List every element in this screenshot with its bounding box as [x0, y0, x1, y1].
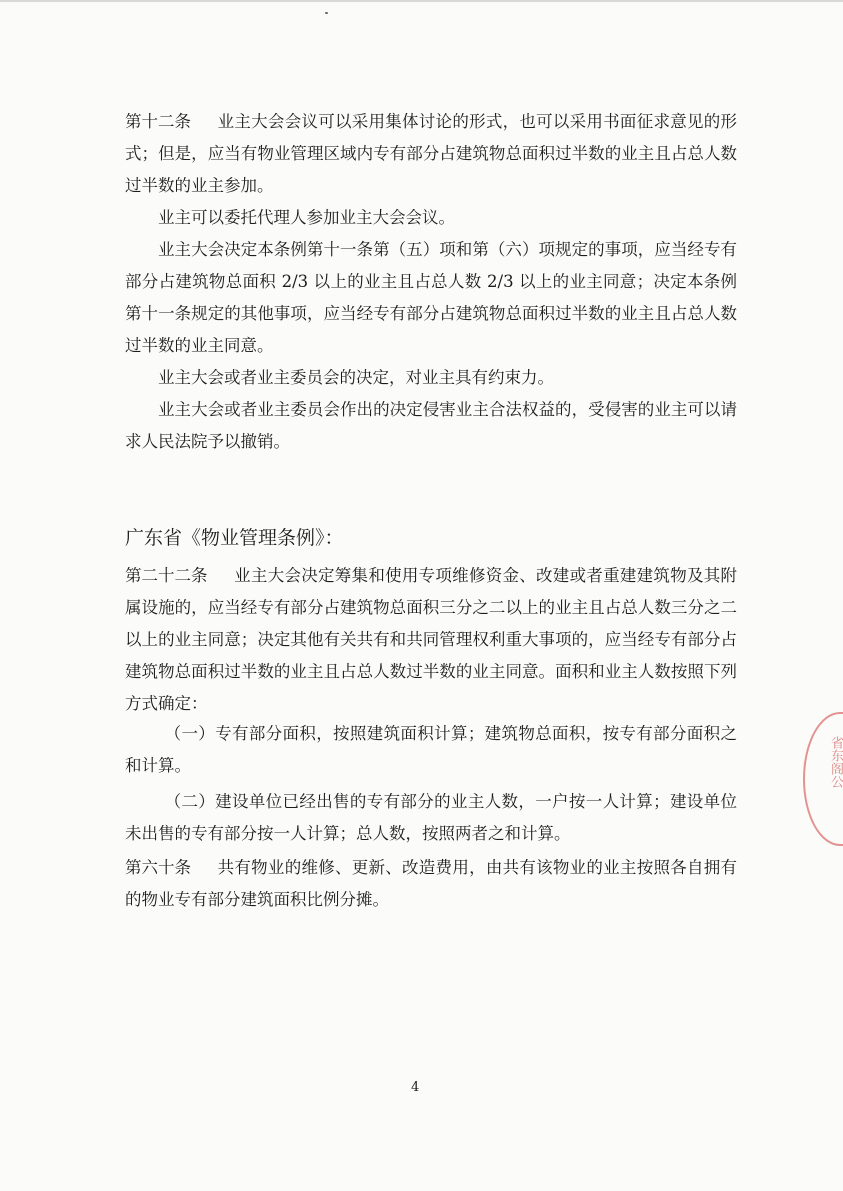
scan-speck [325, 12, 328, 14]
article-60-label: 第六十条 [125, 858, 191, 877]
article-12-label: 第十二条 [125, 112, 191, 131]
article-22-text: 业主大会决定筹集和使用专项维修资金、改建或者重建建筑物及其附属设施的，应当经专有部分占建筑物总面积三分之二以上的业主且占总人数三分之二以上的业主同意；决定其他有关共有和共同管理权利重大事项的，应当经专有部分占建筑物总面积过半数的业主且占总人数过半数的业主同意。面积和业主人数按照下列方式确定： [125, 566, 737, 713]
seal-text: 省东阁公 [828, 736, 843, 788]
article-12-text: 业主大会会议可以采用集体讨论的形式，也可以采用书面征求意见的形式；但是，应当有物业管理区域内专有部分占建筑物总面积过半数的业主且占总人数过半数的业主参加。 [125, 112, 737, 195]
article-12-para-5: 业主大会或者业主委员会作出的决定侵害业主合法权益的，受侵害的业主可以请求人民法院予以撤销。 [125, 400, 737, 451]
scan-edge [0, 0, 843, 2]
article-22-paragraph [125, 560, 737, 720]
article-12-para-2: 业主可以委托代理人参加业主大会会议。 [158, 208, 455, 227]
article-60-paragraph [125, 852, 737, 916]
article-12-para-3: 业主大会决定本条例第十一条第（五）项和第（六）项规定的事项，应当经专有部分占建筑物总面积 2/3 以上的业主且占总人数 2/3 以上的业主同意；决定本条例第十一条规定的其他事项，应当经专有部分占建筑物总面积过半数的业主且占总人数过半数的业主同意。 [125, 240, 737, 355]
page-number: 4 [411, 1080, 420, 1095]
article-60-text: 共有物业的维修、更新、改造费用，由共有该物业的业主按照各自拥有的物业专有部分建筑面积比例分摊。 [125, 858, 737, 909]
article-22-item-1: （一）专有部分面积，按照建筑面积计算；建筑物总面积，按专有部分面积之和计算。 [125, 724, 737, 775]
article-12-paragraph [125, 106, 737, 202]
section-title: 广东省《物业管理条例》： [125, 527, 344, 549]
article-12-para-4: 业主大会或者业主委员会的决定，对业主具有约束力。 [158, 368, 554, 387]
article-22-label: 第二十二条 [125, 566, 208, 585]
article-22-item-2: （二）建设单位已经出售的专有部分的业主人数，一户按一人计算；建设单位未出售的专有部分按一人计算；总人数，按照两者之和计算。 [125, 792, 737, 843]
